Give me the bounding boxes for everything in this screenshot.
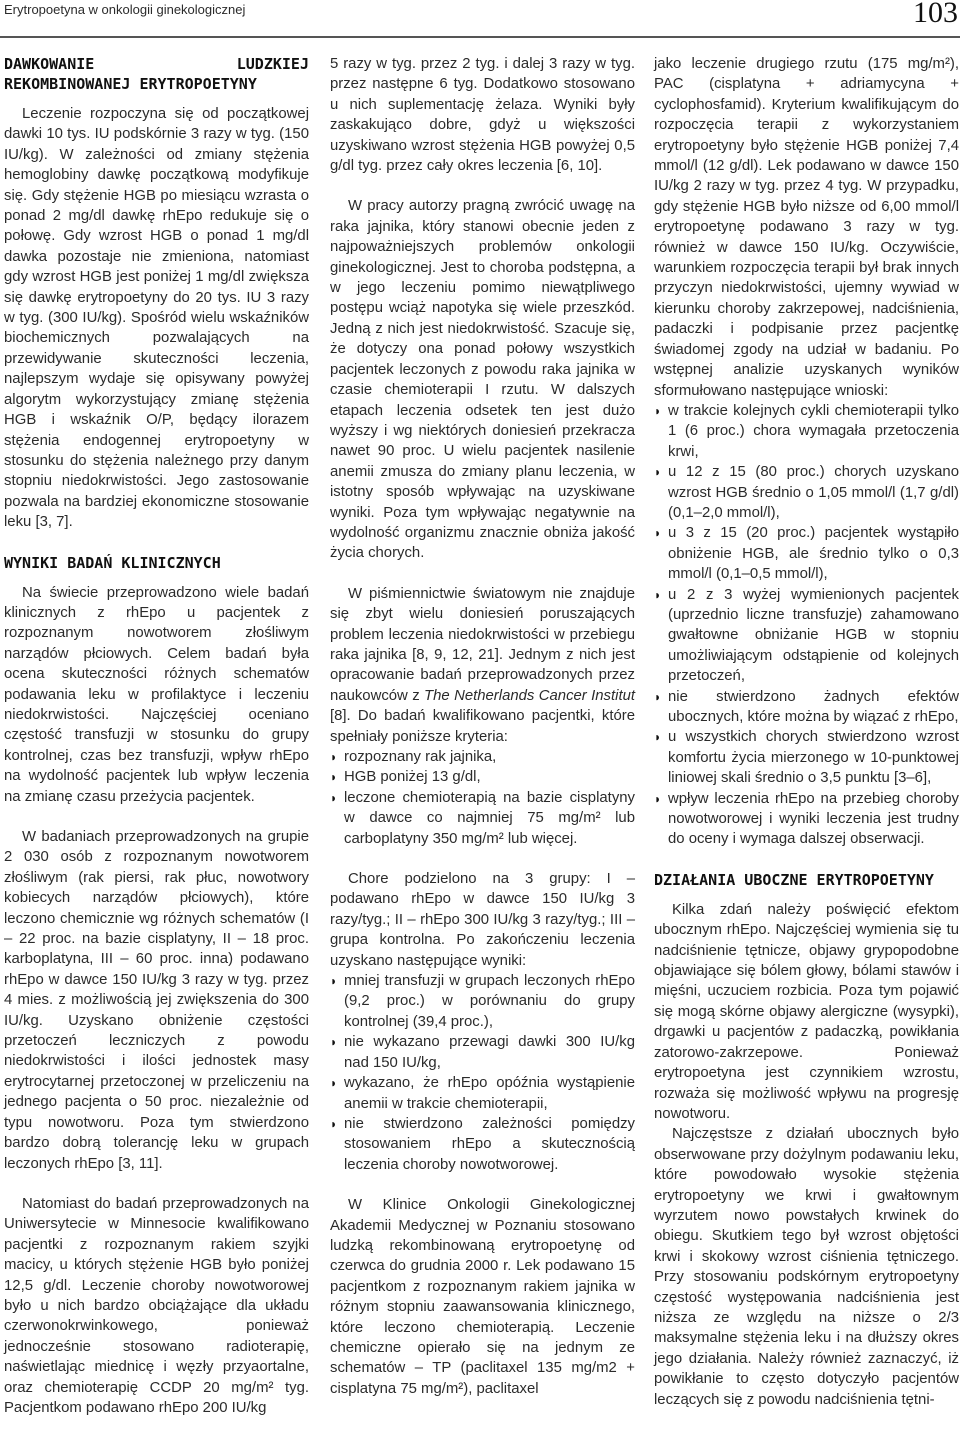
section-heading-clinical-results: WYNIKI BADAŃ KLINICZNYCH <box>4 553 221 572</box>
list-item: ◗ HGB poniżej 13 g/dl, <box>330 767 635 787</box>
results-list <box>330 971 635 1175</box>
paragraph: W badaniach przeprowadzonych na grupie 2 030 osób z rozpoznanym nowotworem złośliwym (rak piersi, rak płuc, nowotwory kobiecych narządów płciowych), które leczono chemicznie wg różnych schematów (I – 22 proc. na bazie cisplatyny, II – 18 proc. karboplatyna, III – 60 proc. inna) podawano rhEpo w dawce 150 IU/kg 3 razy w tyg. przez 4 mies. z możliwością jej zwiększenia do 300 IU/kg. Uzyskano obniżenie częstości przetoczeń leczniczych z powodu niedokrwistości i ilości jednostek masy erytrocytarnej przetoczonej w przeliczeniu na jednego pacjenta o 50 proc. niezależnie od typu nowotworu. Poza tym stwierdzono bardzo dobrą tolerancję leku w grupach leczonych rhEpo [3, 11]. <box>4 829 309 1172</box>
page-number: 103 <box>913 0 958 29</box>
header-rule <box>0 36 960 38</box>
paragraph: W pracy autorzy pragną zwrócić uwagę na raka jajnika, który stanowi obecnie jeden z najpoważniejszych problemów onkologii ginekologicznej. Jest to choroba podstępna, a w jego leczeniu pomimo niewątpliwego postępu wciąż napotyka się wiele przeszkód. Jedną z nich jest niedokrwistość. Szacuje się, że dotyczy ona ponad połowy wszystkich pacjentek leczonych z powodu raka jajnika w czasie chemioterapii I rzutu. W dalszych etapach leczenia odsetek ten jest dużo wyższy i wg niektórych doniesień przekracza nawet 90 proc. U wielu pacjentek nasilenie anemii zmusza do zmiany planu leczenia, w istotny sposób wpływając na uzyskiwane wyniki. Poza tym wpływając negatywnie na wydolność organizmu znacznie obniża jakość życia chorych. <box>330 198 635 562</box>
paragraph: Kilka zdań należy poświęcić efektom ubocznym rhEpo. Najczęściej wymienia się tu nadciśnienie tętnicze, objawy grypopodobne objawiające się bólem głowy, bólami stawów i mięśni, uczuciem rozbicia. Poza tym pojawić się mogą skórne objawy alergiczne (wysypki), drgawki u pacjentów z padaczką, powikłania zatorowo-zakrzepowe. Ponieważ erytropoetyna jest czynnikiem wzrostu, rozważa się możliwość wpływu na progresję nowotworu. <box>654 901 959 1122</box>
column-right <box>654 54 959 1410</box>
column-middle <box>330 54 635 1399</box>
list-item: ◗ nie wykazano przewagi dawki 300 IU/kg nad 150 IU/kg, <box>330 1032 635 1073</box>
list-item: ◗ nie stwierdzono zależności pomiędzy stosowaniem rhEpo a skutecznością leczenia choroby nowotworowej. <box>330 1114 635 1175</box>
list-item: ◗ wykazano, że rhEpo opóźnia wystąpienie anemii w trakcie chemioterapii, <box>330 1073 635 1114</box>
paragraph: Najczęstsze z działań ubocznych było obserwowane przy dożylnym podawaniu leku, które powodowało wysokie stężenia erytropoetyny we krwi i gwałtownym wyrzutem nowo powstałych krwinek do obiegu. Skutkiem tego był wzrost objętości krwi i skokowy wzrost ciśnienia tętniczego. Przy stosowaniu podskórnym erytropoetyny częstość występowania nadciśnienia jest niższa ze względu na niższe o 2/3 maksymalne stężenia leku i na dłuższy okres jego działania. Należy również zaznaczyć, iż powikłanie to często dotyczyło pacjentów leczących się z powodu nadciśnienia tętni- <box>654 1126 959 1408</box>
list-item: ◗ w trakcie kolejnych cykli chemioterapii tylko 1 (6 proc.) chora wymagała przetoczenia krwi, <box>654 401 959 462</box>
paragraph: Na świecie przeprowadzono wiele badań klinicznych z rhEpo u pacjentek z rozpoznanym nowotworem złośliwym narządów płciowych. Celem badań była ocena skuteczności różnych schematów podawania leku w profilaktyce i leczeniu niedokrwistości. Najczęściej oceniano częstość transfuzji w stosunku do grupy kontrolnej, czas bez transfuzji, wpływ rhEpo na wydolność pacjentek lub wpływ leczenia na zmianę czasu przeżycia pacjentek. <box>4 584 309 805</box>
page-header <box>0 0 960 38</box>
paragraph: 5 razy w tyg. przez 2 tyg. i dalej 3 razy w tyg. przez następne 6 tyg. Dodatkowo stosowano u nich suplementację żelaza. Wyniki były zaskakująco dobre, gdyż u większości uzyskiwano wzrost stężenia HGB powyżej 0,5 g/dl tyg. przez cały okres leczenia [6, 10]. <box>330 56 635 175</box>
paragraph: Natomiast do badań przeprowadzonych na Uniwersytecie w Minnesocie kwalifikowano pacjentki z rozpoznanym rakiem szyjki macicy, u których stężenie HGB było poniżej 12,5 g/dl. Leczenie choroby nowotworowej było u nich bardzo obciążające dla układu czerwonokrwinkowego, ponieważ jednocześnie stosowano radioterapię, naświetlając miednicę i węzły przyaortalne, oraz chemioterapię CCDP 20 mg/m² tyg. Pacjentkom podawano rhEpo 200 IU/kg <box>4 1195 309 1416</box>
list-item: ◗ mniej transfuzji w grupach leczonych rhEpo (9,2 proc.) w porównaniu do grupy kontrolnej (39,4 proc.), <box>330 971 635 1032</box>
list-item: ◗ u 3 z 15 (20 proc.) pacjentek wystąpiło obniżenie HGB, ale średnio tylko o 0,3 mmol/l (0,1–0,5 mmol/l), <box>654 523 959 584</box>
section-heading-dosage: DAWKOWANIE LUDZKIEJ REKOMBINOWANEJ ERYTROPOETYNY <box>4 55 309 93</box>
conclusions-list <box>654 401 959 850</box>
running-title: Erytropoetyna w onkologii ginekologicznej <box>4 2 246 17</box>
paragraph-text: W piśmiennictwie światowym nie znajduje się zbyt wielu doniesień poruszających problem leczenia niedokrwistości w przebiegu raka jajnika [8, 9, 12, 21]. Jednym z nich jest opracowanie badań przeprowadzonych przez naukowców z <box>330 585 635 704</box>
section-heading-side-effects: DZIAŁANIA UBOCZNE ERYTROPOETYNY <box>654 870 934 889</box>
list-item: ◗ u wszystkich chorych stwierdzono wzrost komfortu życia mierzonego w 10-punktowej liniowej skali średnio o 3,5 punktu [3–6], <box>654 727 959 788</box>
list-item: ◗ u 2 z 3 wyżej wymienionych pacjentek (uprzednio liczne transfuzje) zahamowano gwałtowne obniżanie HGB w stopniu umożliwiającym odstąpienie od kolejnych przetoczeń, <box>654 585 959 687</box>
institute-name: The Netherlands Cancer Institut <box>424 687 636 704</box>
paragraph: Leczenie rozpoczyna się od początkowej dawki 10 tys. IU podskórnie 3 razy w tyg. (150 IU/kg). W zależności od zmiany stężenia hemoglobiny dawkę początkową modyfikuje się. Gdy stężenie HGB po miesiącu wzrasta o ponad 2 mg/dl dawkę rhEpo redukuje się o połowę. Gdy wzrost HGB o ponad 1 mg/dl dawka pozostaje nie zmieniona, natomiast gdy wzrost HGB jest poniżej 1 mg/dl zwiększa się dawkę erytropoetyny do 20 tys. IU 3 razy w tyg. (300 IU/kg). Spośród wielu wskaźników biochemicznych pozwalających na przewidywanie skuteczności leczenia, najlepszym wydaje się opisywany powyżej algorytm wykorzystujący zmianę stężenia HGB i wskaźnik O/P, będący ilorazem stężenia endogennej erytropoetyny w stosunku do stężenia należnego przy danym stopniu niedokrwistości. Jego zastosowanie pozwala na bardziej ekonomiczne stosowanie leku [3, 7]. <box>4 106 309 531</box>
paragraph <box>330 584 635 747</box>
criteria-list <box>330 747 635 849</box>
list-item: ◗ rozpoznany rak jajnika, <box>330 747 635 767</box>
list-item: ◗ nie stwierdzono żadnych efektów ubocznych, które można by wiązać z rhEpo, <box>654 687 959 728</box>
list-item: ◗ leczone chemioterapią na bazie cisplatyny w dawce co najmniej 75 mg/m² lub carboplatyny 350 mg/m² lub więcej. <box>330 788 635 849</box>
paragraph: jako leczenie drugiego rzutu (175 mg/m²), PAC (cisplatyna + adriamycyna + cyclophosfamid). Kryterium kwalifikującym do rozpoczęcia terapii z wykorzystaniem erytropoetyny było stężenie HGB poniżej 7,4 mmol/l (12 g/dl). Lek podawano w dawce 150 IU/kg 2 razy w tyg. przez 4 tyg. W przypadku, gdy stężenie HGB było niższe od 6,00 mmol/l erytropoetynę podawano 3 razy w tyg. również w dawce 150 IU/kg. Oczywiście, warunkiem rozpoczęcia terapii był brak innych przyczyn niedokrwistości, ujemny wywiad w kierunku choroby zakrzepowej, nadciśnienia, padaczki i podpisanie przez pacjentkę świadomej zgody na udział w badaniu. Po wstępnej analizie uzyskanych wyników sformułowano następujące wnioski: <box>654 56 959 399</box>
paragraph-text: [8]. Do badań kwalifikowano pacjentki, które spełniały poniższe kryteria: <box>330 708 635 745</box>
list-item: ◗ wpływ leczenia rhEpo na przebieg choroby nowotworowej i wyniki leczenia jest trudny do oceny i wymaga dalszej obserwacji. <box>654 789 959 850</box>
list-item: ◗ u 12 z 15 (80 proc.) chorych uzyskano wzrost HGB średnio o 1,05 mmol/l (1,7 g/dl) (0,1–2,0 mmol/l), <box>654 462 959 523</box>
paragraph: Chore podzielono na 3 grupy: I – podawano rhEpo w dawce 150 IU/kg 3 razy/tyg.; II – rhEpo 300 IU/kg 3 razy/tyg.; III – grupa kontrolna. Po zakończeniu leczenia uzyskano następujące wyniki: <box>330 871 635 969</box>
column-left <box>4 54 309 1418</box>
paragraph: W Klinice Onkologii Ginekologicznej Akademii Medycznej w Poznaniu stosowano ludzką rekombinowaną erytropoetynę od czerwca do grudnia 2000 r. Lek podawano 15 pacjentkom z rozpoznanym rakiem jajnika w różnym stopniu zaawansowania klinicznego, które leczono chemioterapią. Leczenie chemiczne opierało się na jednym ze schematów – TP (paclitaxel 135 mg/m2 + cisplatyna 75 mg/m²), paclitaxel <box>330 1197 635 1397</box>
